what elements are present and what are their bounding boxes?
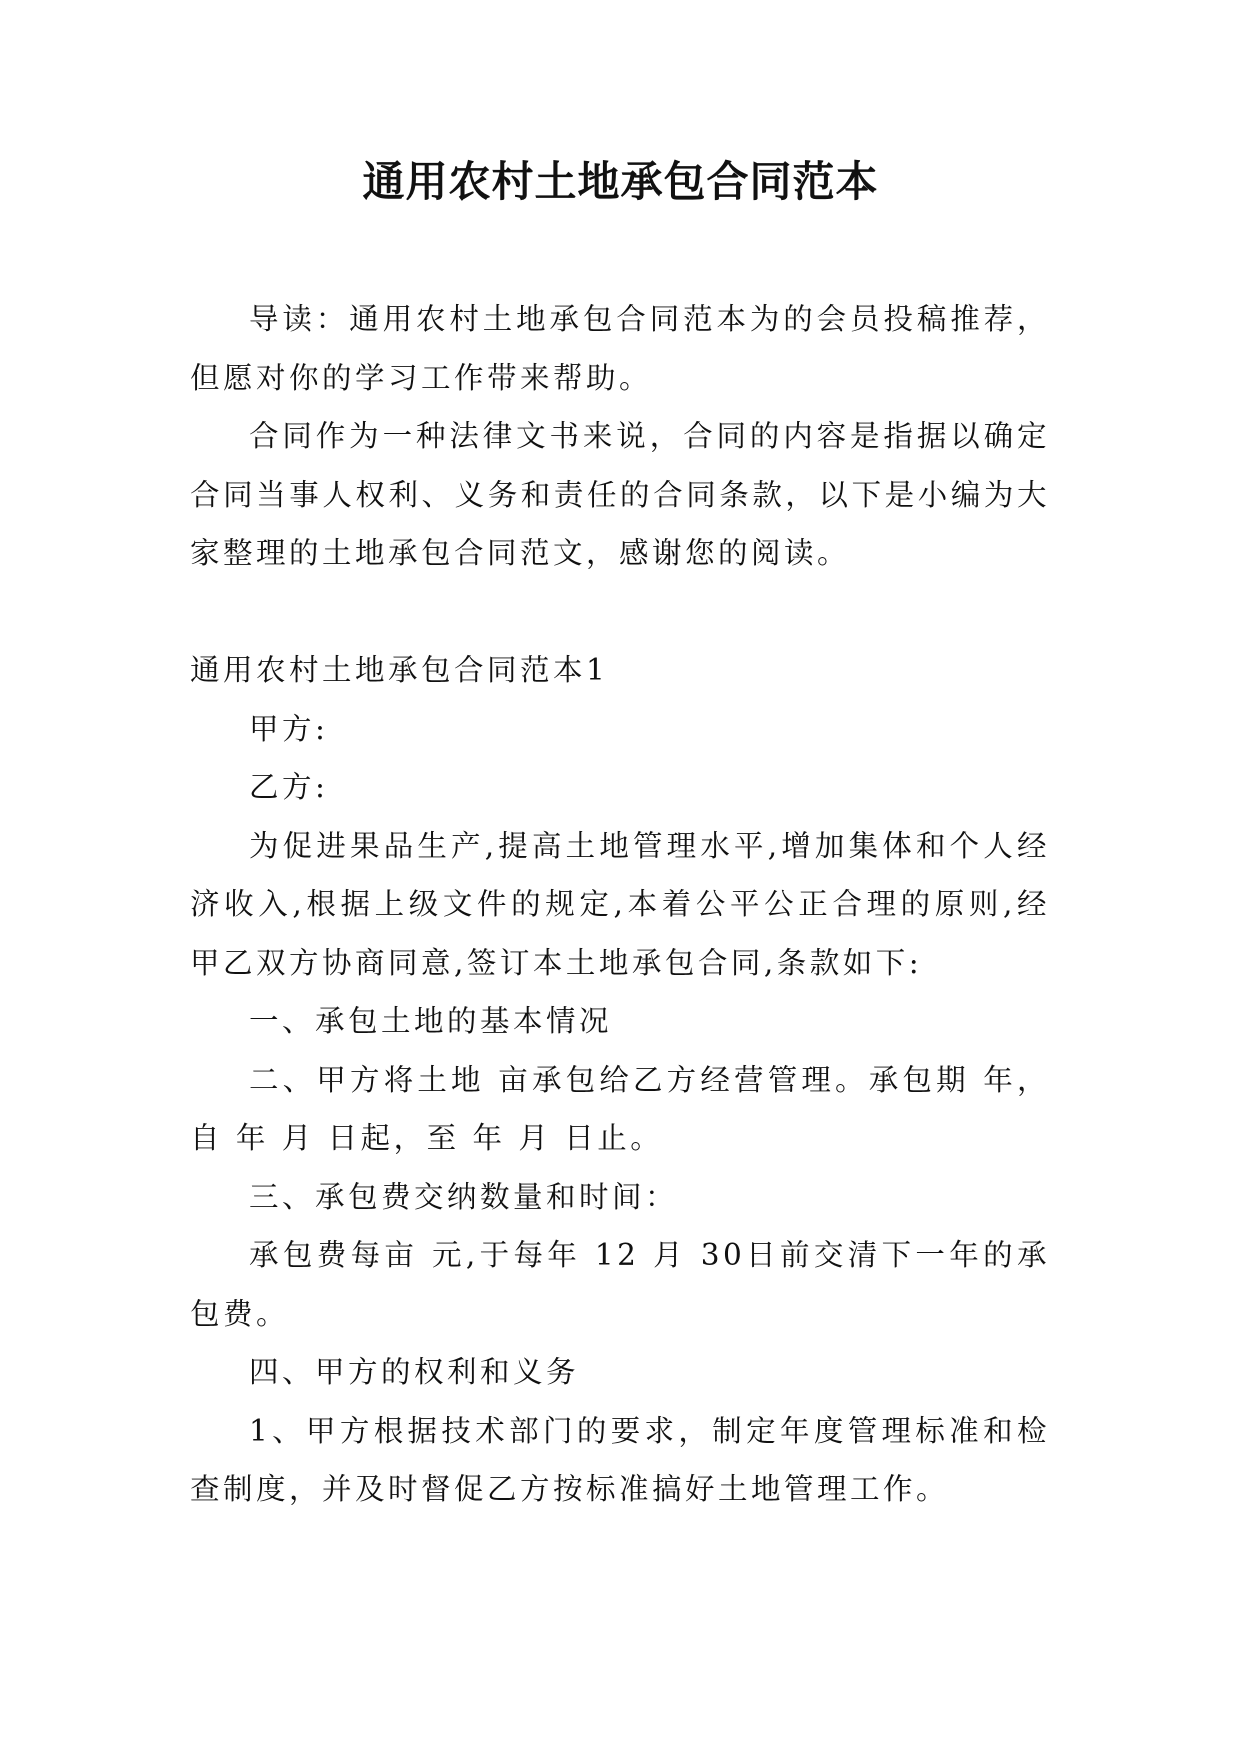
party-b-line: 乙方: [249, 770, 329, 804]
clause-4: 四、甲方的权利和义务 [249, 1355, 580, 1389]
clause-3: 三、承包费交纳数量和时间： [249, 1179, 679, 1214]
intro-paragraph: 合同作为一种法律文书来说，合同的内容是指据以确定合同当事人权利、义务和责任的合同条款，以下是小编为大家整理的土地承包合同范文，感谢您的阅读。 [190, 419, 1050, 570]
paragraph-gap [190, 583, 1050, 642]
clause-1: 一、承包土地的基本情况 [249, 1004, 613, 1038]
document-title: 通用农村土地承包合同范本 [362, 157, 879, 206]
preamble-paragraph: 为促进果品生产,提高土地管理水平,增加集体和个人经济收入,根据上级文件的规定,本着公平公正合理的原则,经甲乙双方协商同意,签订本土地承包合同,条款如下: [190, 828, 1050, 980]
document-body [190, 290, 1050, 1519]
clause-2: 二、甲方将土地 亩承包给乙方经营管理。承包期 年，自 年 月 日起，至 年 月 日止。 [190, 1062, 1050, 1155]
clause-4-item-1: 1、甲方根据技术部门的要求，制定年度管理标准和检查制度，并及时督促乙方按标准搞好土地管理工作。 [190, 1413, 1050, 1506]
section-heading: 通用农村土地承包合同范本1 [190, 653, 609, 687]
party-a-line: 甲方: [249, 711, 329, 746]
clause-3-detail: 承包费每亩 元,于每年 12 月 30日前交清下一年的承包费。 [190, 1238, 1050, 1331]
intro-lead-paragraph: 导读：通用农村土地承包合同范本为的会员投稿推荐，但愿对你的学习工作带来帮助。 [190, 302, 1050, 395]
